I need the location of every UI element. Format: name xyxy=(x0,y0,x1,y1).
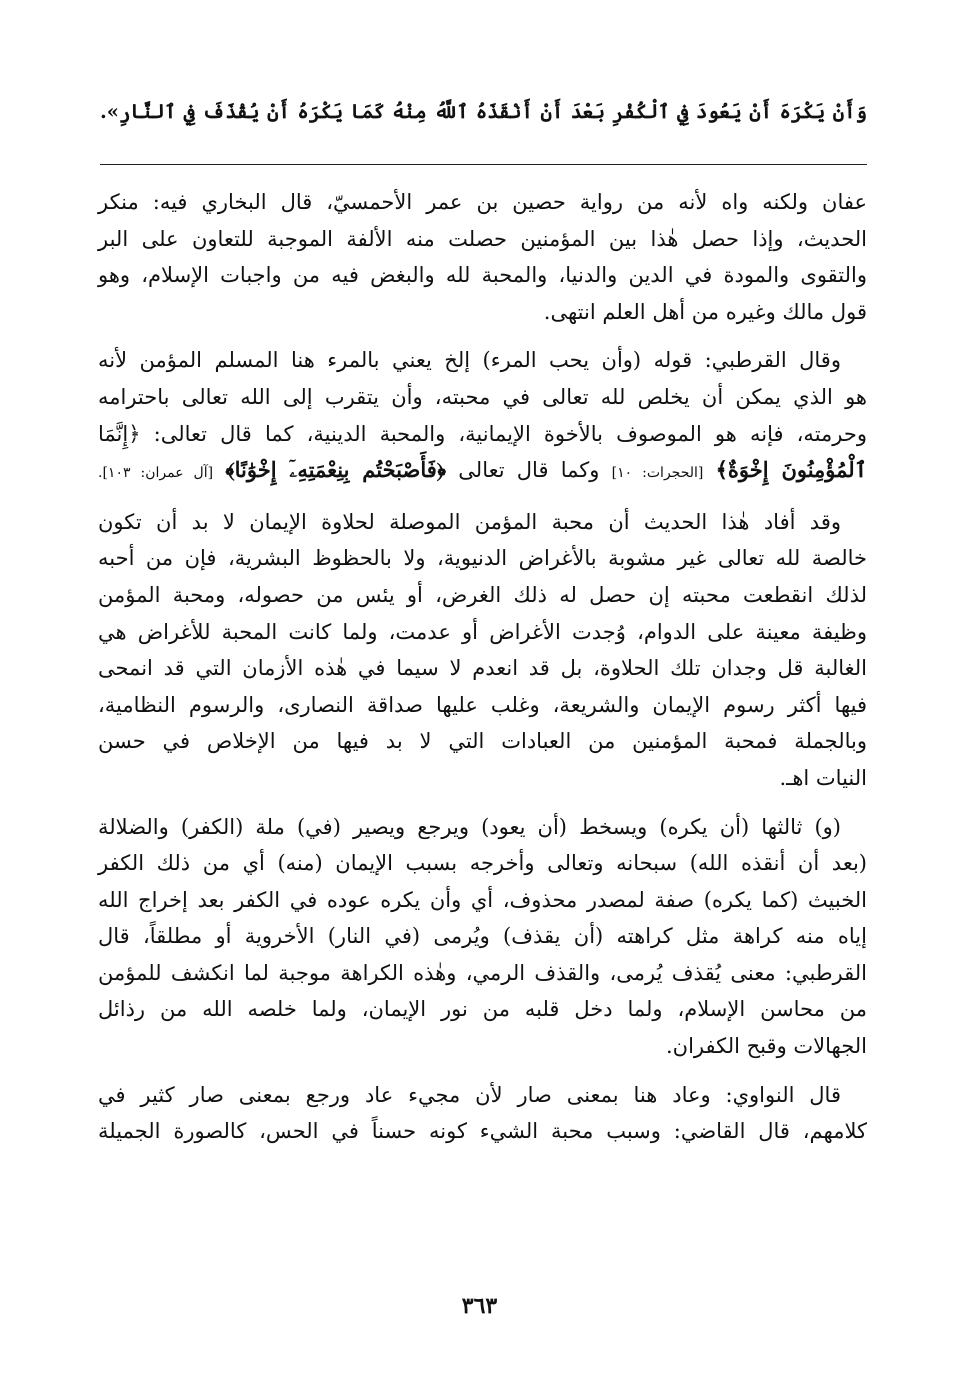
text-line: (بعد أن أنقذه الله) سبحانه وتعالى وأخرجه بسبب الإيمان (منه) أي من ذلك الكفر xyxy=(98,851,867,876)
text-line: كلامهم، قال القاضي: وسبب محبة الشيء كونه حسناً في الحس، كالصورة الجميلة xyxy=(98,1119,867,1144)
verse-reference: [الحجرات: ١٠] xyxy=(611,465,704,482)
text-line: إياه منه كراهة مثل كراهته (أن يقذف) ويُرمى (في النار) الأخروية أو مطلقاً، قال xyxy=(98,924,867,949)
text-line: فيها أكثر رسوم الإيمان والشريعة، وغلب عليها صداقة النصارى، والرسوم النظامية، xyxy=(98,692,867,717)
text-line: قول مالك وغيره من أهل العلم انتهى. xyxy=(543,299,867,324)
text-line: من محاسن الإسلام، ولما دخل قلبه من نور الإيمان، ولما خلصه الله من رذائل xyxy=(98,997,867,1022)
paragraph-5 xyxy=(98,1077,867,1150)
text-line: وظيفة معينة على الدوام، وُجدت الأغراض أو عدمت، ولما كانت المحبة للأغراض هي xyxy=(98,619,867,644)
text-line: قال النواوي: وعاد هنا بمعنى صار لأن مجيء عاد ورجع بمعنى صار كثير في xyxy=(98,1082,841,1107)
text-line: والتقوى والمودة في الدين والدنيا، والمحبة لله والبغض فيه من واجبات الإسلام، وهو xyxy=(98,263,867,288)
text-line: وبالجملة فمحبة المؤمنين من العبادات التي لا بد فيها من الإخلاص في حسن xyxy=(98,729,867,754)
text-line xyxy=(98,452,867,492)
text-line: الخبيث (كما يكره) صفة لمصدر محذوف، أي وأن يكره عوده في الكفر بعد إخراج الله xyxy=(98,887,867,912)
text-line: وحرمته، فإنه هو الموصوف بالأخوة الإيمانية، والمحبة الدينية، كما قال تعالى: ﴿إِنَّمَا xyxy=(98,421,867,446)
quran-verse: ﴿فَأَصْبَحْتُم بِنِعْمَتِهِۦٓ إِخْوَٰنًا﴾ xyxy=(225,457,447,483)
paragraph-3 xyxy=(98,504,867,797)
text-line: الحديث، وإذا حصل هٰذا بين المؤمنين حصلت منه الألفة الموجبة للتعاون على البر xyxy=(98,226,867,251)
paragraph-1 xyxy=(98,184,867,330)
text-line: وقال القرطبي: قوله (وأن يحب المرء) إلخ يعني بالمرء هنا المسلم المؤمن لأنه xyxy=(98,348,841,373)
text-line: (و) ثالثها (أن يكره) ويسخط (أن يعود) ويرجع ويصير (في) ملة (الكفر) والضلالة xyxy=(98,814,841,839)
text-line: الغالبة قل وجدان تلك الحلاوة، بل قد انعدم لا سيما في هٰذه الأزمان التي قد انمحى xyxy=(98,656,867,681)
connector-text: وكما قال تعالى xyxy=(458,458,600,483)
text-line: القرطبي: معنى يُقذف يُرمى، والقذف الرمي، وهٰذه الكراهة موجبة لما انكشف للمؤمن xyxy=(98,960,867,985)
quran-verse: ٱلْمُؤْمِنُونَ إِخْوَةٌ﴾ xyxy=(715,457,867,483)
text-line: لذلك انقطعت محبته إن حصل له ذلك الغرض، أو يئس من حصوله، ومحبة المؤمن xyxy=(98,582,867,607)
text-line: خالصة لله تعالى غير مشوبة بالأغراض الدنيوية، ولا بالحظوظ البشرية، فإن من أحبه xyxy=(98,546,867,571)
text-line: عفان ولكنه واه لأنه من رواية حصين بن عمر الأحمسيّ، قال البخاري فيه: منكر xyxy=(98,190,867,214)
page-number: ٣٦٣ xyxy=(461,1293,498,1319)
text-line: هو الذي يمكن أن يخلص لله تعالى في محبته، وأن يتقرب إلى الله تعالى باحترامه xyxy=(98,384,867,409)
footnote-separator-line xyxy=(100,164,867,165)
text-line: الجهالات وقبح الكفران. xyxy=(665,1034,867,1059)
paragraph-4 xyxy=(98,809,867,1065)
verse-reference: [آل عمران: ١٠٣]. xyxy=(98,465,214,482)
text-line: النيات اهـ. xyxy=(779,765,867,790)
hadith-text: وَأَنْ يَكْرَهَ أَنْ يَعُودَ فِي ٱلْكُفْرِ بَعْدَ أَنْ أَنْقَذَهُ ٱللَّهُ مِنْهُ كَمَا يَكْرَهُ أَنْ يُقْذَفَ فِي ٱلنَّارِ». xyxy=(100,100,867,123)
paragraph-2 xyxy=(98,342,867,491)
commentary-body xyxy=(98,184,867,1162)
text-line: وقد أفاد هٰذا الحديث أن محبة المؤمن الموصلة لحلاوة الإيمان لا بد أن تكون xyxy=(98,509,841,534)
